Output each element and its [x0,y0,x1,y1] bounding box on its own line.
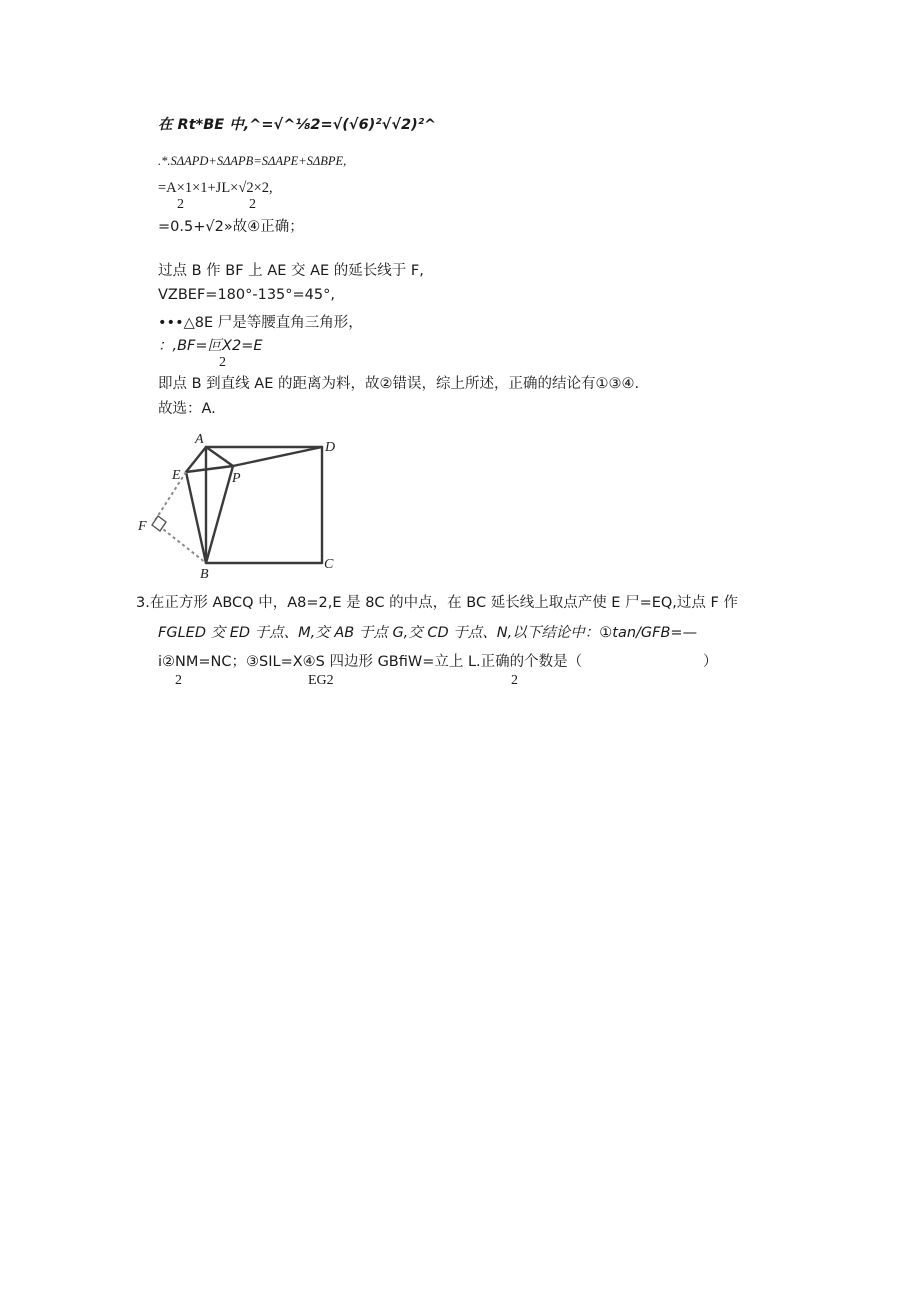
solution-line-7: •••△8E 尸是等腰直角三角形， [158,315,363,331]
solution-line-10: 故选：A. [158,401,216,417]
right-angle-marker [152,516,166,531]
solution-line-2: .*.SΔAPD+SΔAPB=SΔAPE+SΔBPE, [158,154,347,168]
solution-line-5: 过点 B 作 BF 上 AE 交 AE 的延长线于 F, [158,263,424,279]
solution-line-1: 在 Rt*BE 中,^=√^⅛2=√(√6)²√√2)²^ [158,117,437,133]
fraction-denominator: 2 [249,197,256,212]
problem-line-3: i②NM=NC；③SIL=X④S 四边形 GBfiW=立上 L.正确的个数是（ [158,654,583,670]
point-label-p: P [232,471,241,486]
problem-line-1: 3.在正方形 ABCQ 中，A8=2,E 是 8C 的中点，在 BC 延长线上取点产使 E 尸=EQ,过点 F 作 [136,595,738,611]
solution-line-8: ：,BF=叵X2=E [158,338,263,354]
geometry-figure [135,430,335,580]
problem-closing-paren: ） [703,654,718,670]
segment-ep [186,466,233,472]
segment-ae [186,447,206,472]
point-label-b: B [200,567,209,580]
point-label-f: F [138,519,147,534]
fraction-denominator: 2 [177,197,184,212]
fraction-denominator: 2 [511,673,518,688]
point-label-a: A [195,432,204,447]
solution-line-9: 即点 B 到直线 AE 的距离为料，故②错误，综上所述，正确的结论有①③④. [158,376,640,392]
fraction-denominator: 2 [175,673,182,688]
fraction-denominator: EG2 [308,673,334,688]
problem-line-2: FGLED 交 ED 于点、M,交 AB 于点 G,交 CD 于点、N,以下结论中：①tan/GFB=— [158,625,698,641]
fraction-denominator: 2 [219,355,226,370]
solution-line-6: VZBEF=180°-135°=45°, [158,287,335,303]
solution-line-3: =A×1×1+JL×√2×2, [158,180,273,196]
segment-ap [206,447,233,466]
solution-line-4: =0.5+√2»故④正确； [158,219,304,235]
segment-pb [206,466,233,563]
dashed-extension-ef [154,472,186,522]
segment-pd [233,447,322,466]
point-label-d: D [325,440,335,455]
point-label-e: E [172,468,181,483]
point-label-c: C [324,557,334,572]
